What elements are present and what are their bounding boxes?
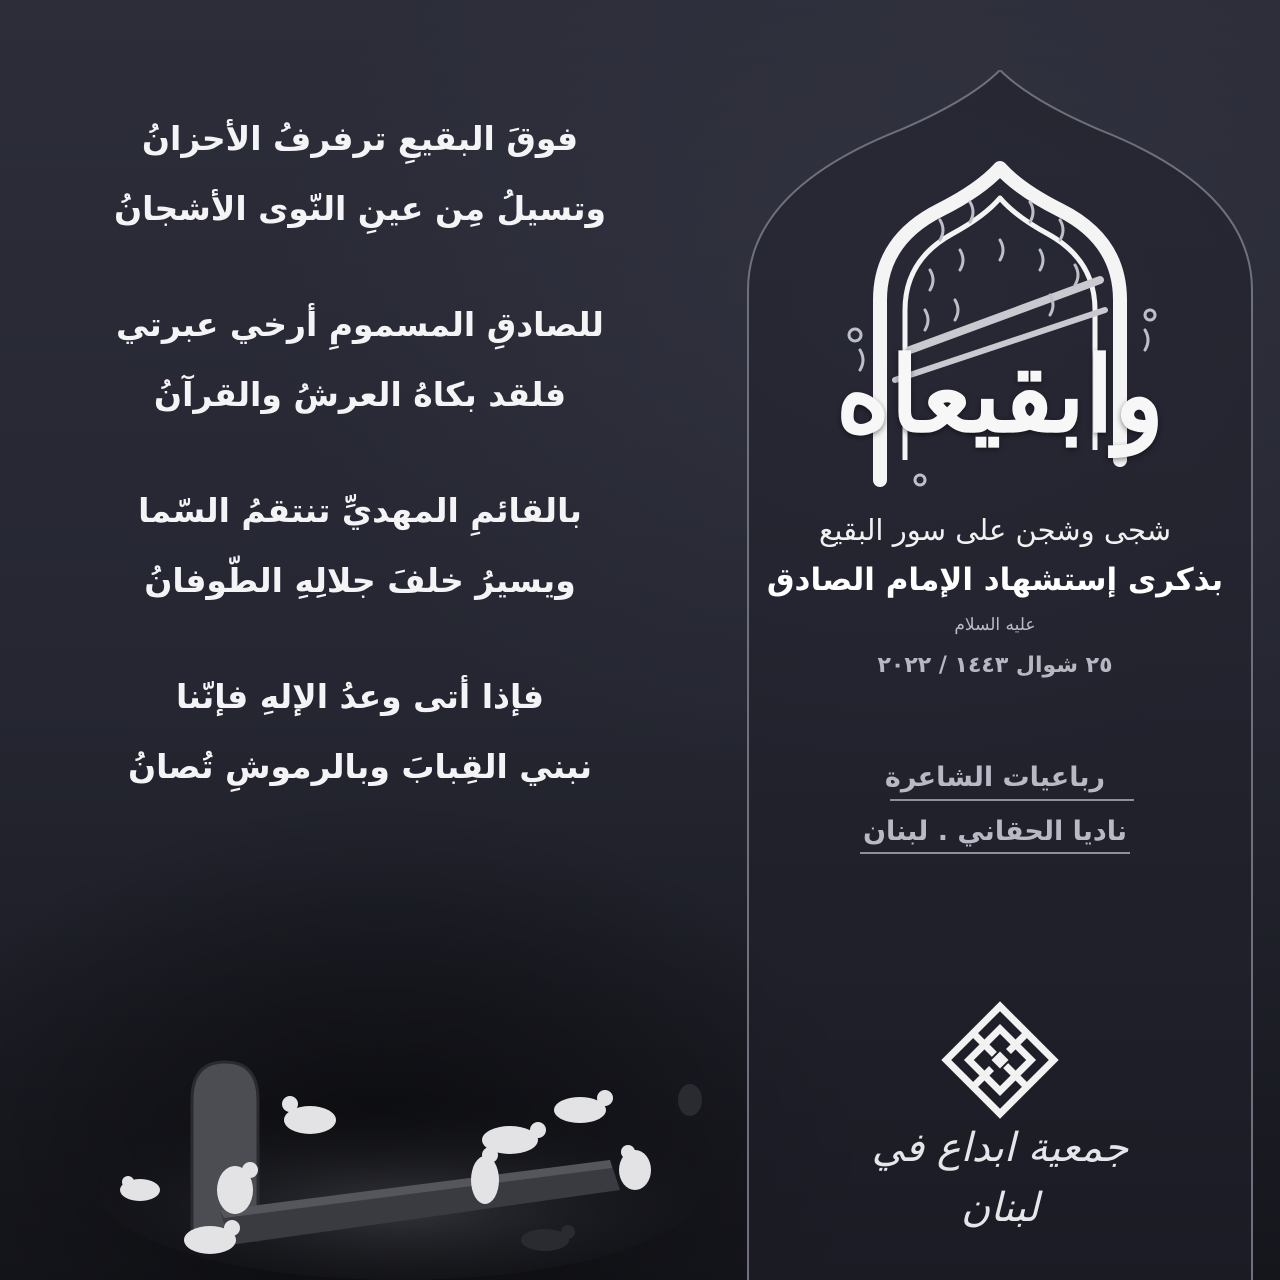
divider bbox=[860, 852, 1130, 854]
verse-line: للصادقِ المسمومِ أرخي عبرتي bbox=[116, 305, 604, 344]
subtitle: شجى وشجن على سور البقيع bbox=[818, 513, 1172, 547]
poet-label: رباعيات الشاعرة bbox=[884, 762, 1106, 793]
date: ٢٥ شوال ١٤٤٣ / ٢٠٢٢ bbox=[877, 653, 1113, 678]
poet-name: ناديا الحقاني . لبنان bbox=[862, 816, 1128, 847]
verse-line: وتسيلُ مِن عينِ النّوى الأشجانُ bbox=[114, 189, 606, 228]
stanza-3 bbox=[90, 492, 630, 600]
verse-line: فإذا أتى وعدُ الإلهِ فإنّنا bbox=[176, 677, 544, 716]
verse-line: نبني القِبابَ وبالرموشِ تُصانُ bbox=[128, 747, 592, 786]
organization-name: جمعية ابداع في لبنان bbox=[871, 1125, 1129, 1231]
occasion-heading: بذكرى إستشهاد الإمام الصادق bbox=[766, 562, 1224, 598]
verse-line: فلقد بكاهُ العرشُ والقرآنُ bbox=[153, 375, 567, 414]
divider bbox=[890, 799, 1134, 801]
baqi-grave-doves-icon bbox=[100, 1040, 720, 1280]
square-kufic-logo-icon bbox=[940, 1000, 1060, 1120]
poem bbox=[90, 120, 630, 786]
verse-line: ويسيرُ خلفَ جلالِهِ الطّوفانُ bbox=[144, 561, 576, 600]
verse-line: فوقَ البقيعِ ترفرفُ الأحزانُ bbox=[141, 119, 579, 158]
verse-line: بالقائمِ المهديِّ تنتقمُ السّما bbox=[138, 491, 582, 530]
stanza-2 bbox=[90, 306, 630, 414]
honorific: عليه السلام bbox=[954, 615, 1036, 635]
stanza-1 bbox=[90, 120, 630, 228]
stanza-4 bbox=[90, 678, 630, 786]
calligraphy-title: وابقيعاه bbox=[835, 333, 1165, 456]
